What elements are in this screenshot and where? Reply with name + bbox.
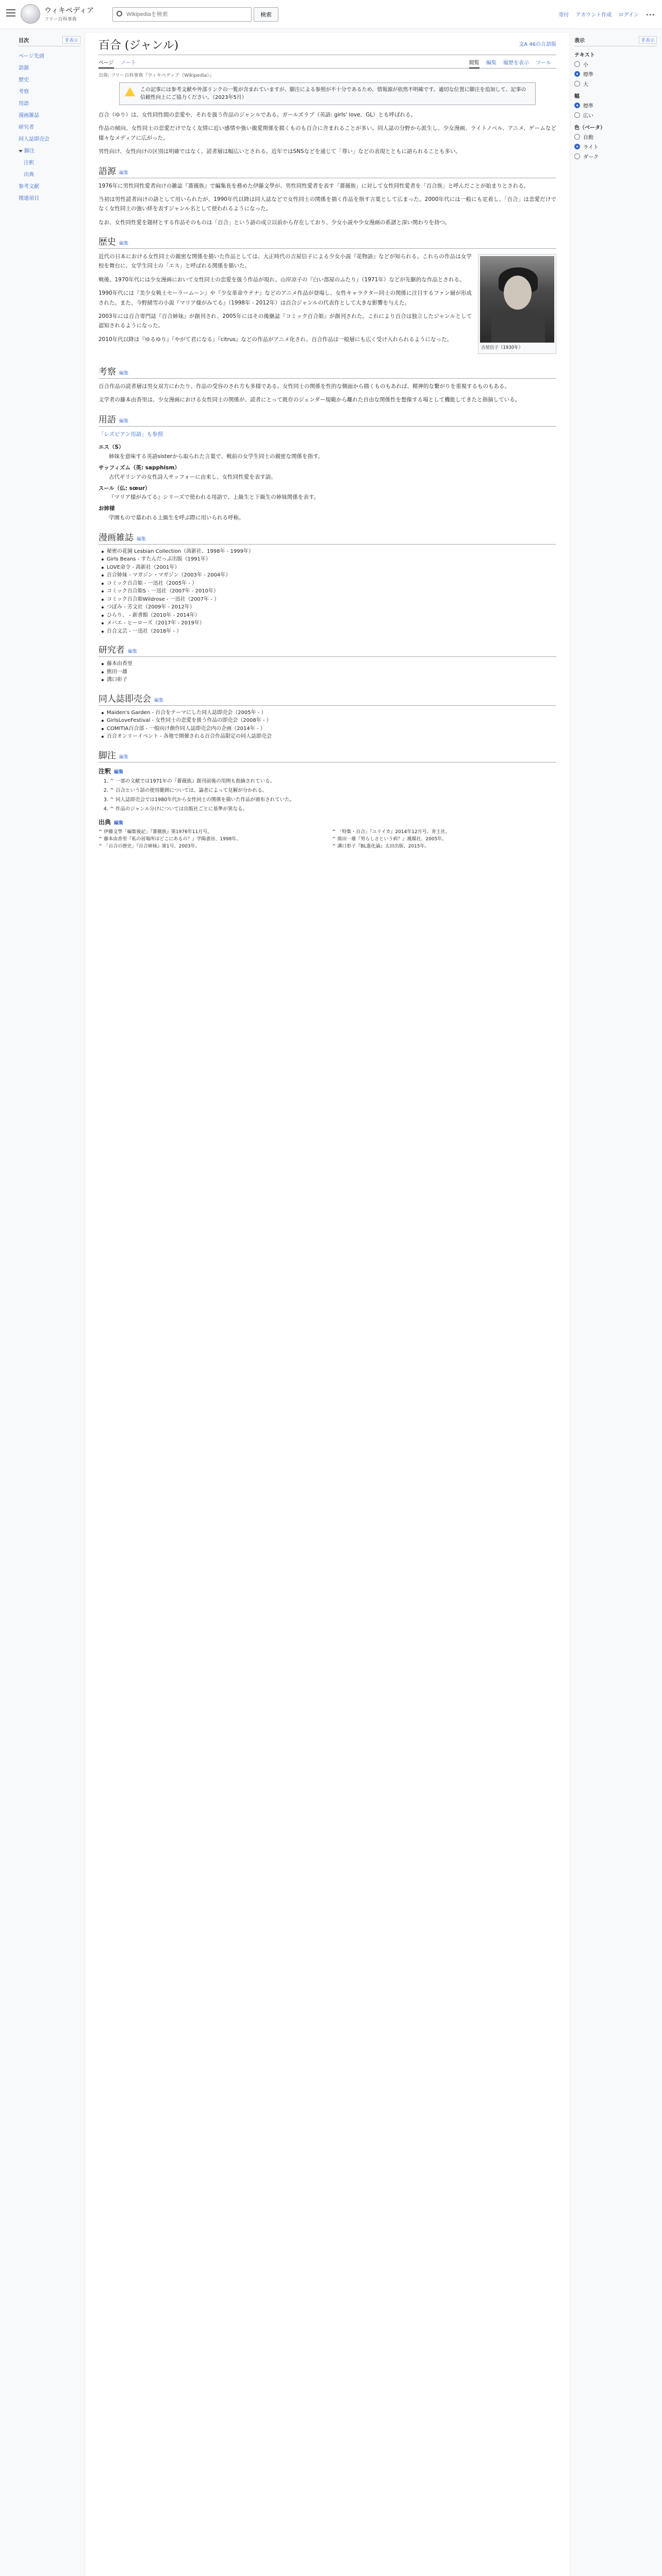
toc-item[interactable]: 研究者	[19, 125, 34, 130]
note-item: 3. ^ 同人誌即売会では1980年代から女性同士の関係を描いた作品が頒布されていた。	[110, 796, 556, 804]
history-body	[98, 252, 556, 357]
list-item[interactable]: 熊田一雄	[101, 668, 556, 676]
section-heading-etymology	[98, 164, 556, 178]
edit-section-link[interactable]: 編集	[114, 769, 124, 775]
references-column-right	[332, 828, 556, 851]
term-entry	[98, 464, 556, 482]
subsection-heading-text: 出典	[98, 818, 111, 826]
note-item: 4. ^ 作品のジャンル分けについては出版社ごとに基準が異なる。	[110, 805, 556, 813]
toc-hide-button[interactable]: 非表示	[62, 36, 80, 44]
appearance-title: 表示	[574, 38, 585, 44]
page-title	[98, 37, 556, 55]
radio-icon[interactable]	[574, 81, 580, 87]
more-icon[interactable]: •••	[646, 12, 655, 18]
list-item[interactable]: コミック百合姫 - 一迅社（2005年 - ）	[101, 580, 556, 588]
paragraph: 戦後、1970年代には少女漫画において女性同士の恋愛を扱う作品が現れ、山岸凉子の『白い部屋のふたり』（1971年）などが先駆的な作品とされる。	[98, 276, 465, 283]
photo-face-shape	[504, 276, 532, 310]
tab-talk[interactable]: ノート	[121, 60, 136, 66]
toc-sidebar	[19, 36, 80, 204]
section-heading-text: 漫画雑誌	[98, 532, 134, 543]
lead-paragraph: 男性向け、女性向けの区別は明確ではなく、読者層は幅広いとされる。近年ではSNSなどを通じて「尊い」などの表現とともに語られることも多い。	[98, 148, 461, 155]
paragraph: 当初は男性読者向けの語として用いられたが、1990年代以降は同人誌などで女性同士の関係を描く作品を指す言葉として広まった。2000年代には一般にも定着し、「百合」は恋愛だけでなく女性同士の強い絆を表すジャンル名として使われるようになった。	[98, 196, 556, 212]
paragraph: なお、女性同性愛を題材とする作品そのものは「百合」という語の成立以前から存在しており、少女小説や少女漫画の系譜と深い関わりを持つ。	[98, 219, 451, 226]
page-tabs	[98, 58, 556, 69]
term-entry	[98, 484, 556, 503]
reference-item: ^ 熊田一雄『男らしさという病？』風媒社、2005年。	[332, 837, 447, 842]
edit-section-link[interactable]: 編集	[114, 820, 124, 826]
tab-tools[interactable]: ツール	[536, 60, 551, 66]
list-item[interactable]: GirlsLoveFestival - 女性同士の恋愛を扱う作品の即売会（2008年 - ）	[101, 717, 556, 725]
subsection-heading-text: 注釈	[98, 767, 111, 775]
section-heading-text: 脚注	[98, 750, 116, 761]
color-option[interactable]	[574, 152, 657, 160]
event-list	[101, 709, 556, 741]
option-label: 標準	[583, 104, 593, 109]
edit-section-link[interactable]: 編集	[119, 170, 129, 176]
portrait-photo[interactable]	[480, 256, 554, 343]
reference-item: ^ 「特集・百合」『ユリイカ』2014年12月号、青土社。	[332, 829, 450, 835]
subsection-heading	[98, 767, 556, 775]
wikipedia-logo[interactable]	[21, 4, 40, 24]
option-label: ダーク	[583, 155, 599, 160]
radio-selected-icon[interactable]	[574, 71, 580, 77]
researcher-list	[101, 660, 556, 684]
article-source-line: 出典: フリー百科事典『ウィキペディア（Wikipedia）』	[98, 73, 214, 78]
note-item: 1. ^ 一部の文献では1971年の『薔薇族』創刊前後の用例も指摘されている。	[110, 777, 556, 785]
tab-page[interactable]: ページ	[98, 60, 114, 69]
create-account-link[interactable]: アカウント作成	[575, 12, 612, 18]
paragraph: 文学者の藤本由香里は、少女漫画における女性同士の関係が、読者にとって既存のジェンダー規範から離れた自由な関係性を想像する場として機能してきたと指摘している。	[98, 397, 521, 403]
donate-link[interactable]: 寄付	[558, 12, 569, 18]
section-heading-footnotes	[98, 748, 556, 762]
personal-links	[553, 10, 655, 18]
toc-item[interactable]: 同人誌即売会	[19, 137, 49, 142]
option-label: 広い	[583, 113, 593, 119]
search-input[interactable]	[112, 7, 252, 22]
width-option[interactable]	[574, 111, 657, 119]
list-item[interactable]: 百合オンリーイベント - 各地で開催される百合作品限定の同人誌即売会	[101, 733, 556, 741]
section-heading-terms	[98, 412, 556, 427]
list-item[interactable]: Maiden's Garden - 百合をテーマにした同人誌即売会（2005年 - ）	[101, 709, 556, 717]
section-heading-magazines	[98, 530, 556, 545]
color-title: 色（ベータ）	[574, 125, 605, 131]
term-description: 学園もので慕われる上級生を呼ぶ際に用いられる呼称。	[109, 515, 244, 521]
option-label: 小	[583, 62, 588, 68]
section-heading-text: 歴史	[98, 237, 116, 247]
color-option[interactable]	[574, 143, 657, 150]
toc-item[interactable]: 関連項目	[19, 196, 39, 201]
toc-item-label[interactable]: 脚注	[24, 148, 35, 154]
reference-item: ^ 溝口彰子『BL進化論』太田出版、2015年。	[332, 844, 429, 850]
list-item[interactable]: LOVE命令 - 茜新社（2001年）	[101, 564, 556, 572]
edit-section-link[interactable]: 編集	[119, 241, 129, 246]
notice-text: この記事には参考文献や外部リンクの一覧が含まれていますが、脚注による参照が不十分であるため、情報源が依然不明確です。適切な位置に脚注を追加して、記事の信頼性向上にご協力ください。（2023年5月）	[140, 87, 526, 100]
section-heading-text: 考察	[98, 367, 116, 377]
tab-read[interactable]: 閲覧	[469, 60, 479, 69]
text-size-option[interactable]	[574, 70, 657, 78]
language-selector[interactable]: 文A 46の言語版	[519, 42, 556, 47]
list-item[interactable]: コミック百合姫S - 一迅社（2007年 - 2010年）	[101, 587, 556, 596]
notes-list	[110, 777, 556, 814]
section-heading-text: 語源	[98, 166, 116, 177]
section-heading-analysis	[98, 364, 556, 379]
radio-icon[interactable]	[574, 112, 580, 118]
radio-icon[interactable]	[574, 134, 580, 140]
term-description: 古代ギリシアの女性詩人サッフォーに由来し、女性同性愛を表す語。	[109, 473, 276, 480]
toc-item[interactable]: 語源	[19, 65, 29, 71]
list-item[interactable]: 藤本由香里	[101, 660, 556, 668]
toc-item[interactable]: 用語	[19, 101, 29, 107]
list-item[interactable]: Girls Beans - すたんだっぷ出版（1991年）	[101, 555, 556, 564]
list-item[interactable]: メバエ - ヒーローズ（2017年 - 2019年）	[101, 619, 556, 628]
option-label: 標準	[583, 72, 593, 78]
subsection-heading	[98, 818, 556, 826]
toc-header	[19, 36, 80, 46]
paragraph: 1976年に男性同性愛者向けの雑誌『薔薇族』で編集長を務めた伊藤文學が、男性同性愛者を表す「薔薇族」に対して女性同性愛者を「百合族」と呼んだことが始まりとされる。	[98, 182, 529, 189]
list-item[interactable]: コミック百合姫Wildrose - 一迅社（2007年 - ）	[101, 596, 556, 604]
term-entry	[98, 504, 556, 523]
toc-item[interactable]: 考察	[19, 89, 29, 95]
width-option[interactable]	[574, 101, 657, 109]
toc-subitem[interactable]: 出典	[24, 172, 34, 178]
appearance-header	[574, 36, 657, 46]
magazine-list	[101, 548, 556, 636]
toc-item-expanded[interactable]	[19, 144, 80, 156]
section-heading-history	[98, 234, 556, 249]
see-also-link[interactable]: 「レズビアン用語」も参照	[98, 431, 163, 437]
site-header	[0, 0, 662, 29]
paragraph: 百合作品の読者層は男女双方にわたり、作品の受容のされ方も多様である。女性同士の関係を性的な側面から描くものもあれば、精神的な繋がりを重視するものもある。	[98, 383, 510, 389]
paragraph: 近代の日本における女性同士の親密な関係を描いた作品としては、大正時代の吉屋信子による少女小説『花物語』などが知られる。これらの作品は女学校を舞台に、女学生同士の「エス」と呼ばれる関係を描いた。	[98, 253, 472, 269]
term-description: 『マリア様がみてる』シリーズで使われる用語で、上級生と下級生の姉妹関係を表す。	[109, 494, 319, 501]
reference-item: ^ 伊藤文學「編集後記」『薔薇族』第1976年11月号。	[98, 829, 212, 835]
list-item[interactable]: 溝口彰子	[101, 676, 556, 684]
term-name: お姉様	[98, 505, 115, 512]
option-label: ライト	[583, 145, 599, 150]
toc-title: 目次	[19, 38, 29, 44]
width-title: 幅	[574, 94, 580, 99]
warning-icon	[125, 87, 135, 96]
note-item: 2. ^ 百合という語の使用範囲については、論者によって見解が分かれる。	[110, 787, 556, 794]
toc-item[interactable]: ページ先頭	[19, 54, 44, 59]
appearance-hide-button[interactable]: 非表示	[639, 36, 657, 44]
chevron-down-icon[interactable]	[19, 150, 23, 152]
list-item[interactable]: COMITIA百合部 - 一般向け創作同人誌即売会内の企画（2014年 - ）	[101, 725, 556, 733]
list-item[interactable]: 秘密の花園 Lesbian Collection（茜新社、1998年 - 1999年）	[101, 548, 556, 556]
radio-icon[interactable]	[574, 154, 580, 159]
text-size-title: テキスト	[574, 53, 595, 58]
section-heading-events	[98, 691, 556, 706]
term-name: エス（S）	[98, 444, 124, 451]
maintenance-notice	[119, 82, 536, 105]
term-entry	[98, 443, 556, 462]
edit-section-link[interactable]: 編集	[119, 371, 129, 376]
references-column-left	[98, 828, 323, 851]
option-label: 大	[583, 82, 588, 88]
list-item[interactable]: ひらり、 - 新書館（2010年 - 2014年）	[101, 612, 556, 620]
list-item[interactable]: 百合姉妹 - マガジン・マガジン（2003年 - 2004年）	[101, 571, 556, 580]
edit-section-link[interactable]: 編集	[119, 754, 129, 760]
edit-section-link[interactable]: 編集	[137, 536, 146, 542]
term-name: サッフィズム（英: sapphism）	[98, 464, 180, 471]
color-option[interactable]	[574, 133, 657, 141]
menu-icon[interactable]	[6, 9, 15, 16]
section-heading-text: 同人誌即売会	[98, 693, 151, 704]
references-columns	[98, 828, 556, 851]
login-link[interactable]: ログイン	[618, 12, 639, 18]
lead-paragraph: 作品の傾向、女性同士の恋愛だけでなく友情に近い感情や強い親愛関係を描くものも百合に含まれることが多い。同人誌の分野から派生し、少女漫画、ライトノベル、アニメ、ゲームなど様々なメディアに広がった。	[98, 125, 556, 141]
toc-subitem[interactable]: 注釈	[24, 160, 34, 166]
edit-section-link[interactable]: 編集	[119, 418, 129, 424]
list-item[interactable]: つぼみ - 芳文社（2009年 - 2012年）	[101, 603, 556, 612]
paragraph: 2003年には百合専門誌『百合姉妹』が創刊され、2005年にはその後継誌『コミック百合姫』が創刊された。これにより百合は独立したジャンルとして認知されるようになった。	[98, 313, 472, 329]
edit-section-link[interactable]: 編集	[154, 698, 164, 703]
text-size-option[interactable]	[574, 60, 657, 68]
page-title-text: 百合 (ジャンル)	[98, 39, 179, 52]
reference-item: ^ 「百合の歴史」『百合姉妹』第1号、2003年。	[98, 844, 200, 850]
site-tagline: フリー百科事典	[44, 17, 77, 22]
term-name: スール（仏: sœur）	[98, 485, 151, 492]
search-icon	[117, 11, 122, 16]
term-description: 姉妹を意味する英語sisterから取られた言葉で、戦前の女学生同士の親密な関係を指す。	[109, 453, 324, 460]
radio-selected-icon[interactable]	[574, 103, 580, 108]
paragraph: 2010年代以降は『ゆるゆり』『やがて君になる』『citrus』などの作品がアニメ化され、百合作品は一般層にも広く受け入れられるようになった。	[98, 336, 453, 343]
section-heading-researchers	[98, 642, 556, 657]
option-label: 自動	[583, 135, 593, 141]
portrait-figure	[478, 254, 556, 354]
lead-paragraph: 百合（ゆり）は、女性同性間の恋愛や、それを扱う作品のジャンルである。ガールズラブ（英語: girls' love、GL）とも呼ばれる。	[98, 112, 417, 118]
radio-icon[interactable]	[574, 61, 580, 67]
toc-item[interactable]: 歴史	[19, 77, 29, 83]
paragraph: 1990年代には『美少女戦士セーラームーン』や『少女革命ウテナ』などのアニメ作品が登場し、女性キャラクター同士の関係に注目するファン層が形成された。また、今野緒雪の小説『マリア様がみてる』（1998年 - 2012年）は百合ジャンルの代表作として大きな影響を与えた。	[98, 290, 472, 306]
edit-section-link[interactable]: 編集	[128, 649, 138, 655]
toc-item[interactable]: 漫画雑誌	[19, 113, 39, 118]
text-size-option[interactable]	[574, 80, 657, 88]
section-heading-text: 研究者	[98, 645, 125, 656]
reference-item: ^ 藤本由香里『私の居場所はどこにあるの？』学陽書房、1998年。	[98, 837, 241, 842]
search-button[interactable]: 検索	[254, 7, 278, 22]
list-item[interactable]: 百合文芸 - 一迅社（2018年 - ）	[101, 628, 556, 636]
tab-history[interactable]: 履歴を表示	[503, 60, 529, 66]
radio-selected-icon[interactable]	[574, 144, 580, 149]
article-content	[85, 32, 570, 2576]
site-name[interactable]: ウィキペディア	[44, 7, 94, 15]
toc-item[interactable]: 参考文献	[19, 184, 39, 190]
figure-caption: 吉屋信子（1930年）	[481, 345, 523, 350]
photo-body-shape	[491, 310, 545, 343]
tab-edit[interactable]: 編集	[486, 60, 496, 66]
appearance-sidebar	[574, 36, 657, 162]
section-heading-text: 用語	[98, 414, 116, 425]
